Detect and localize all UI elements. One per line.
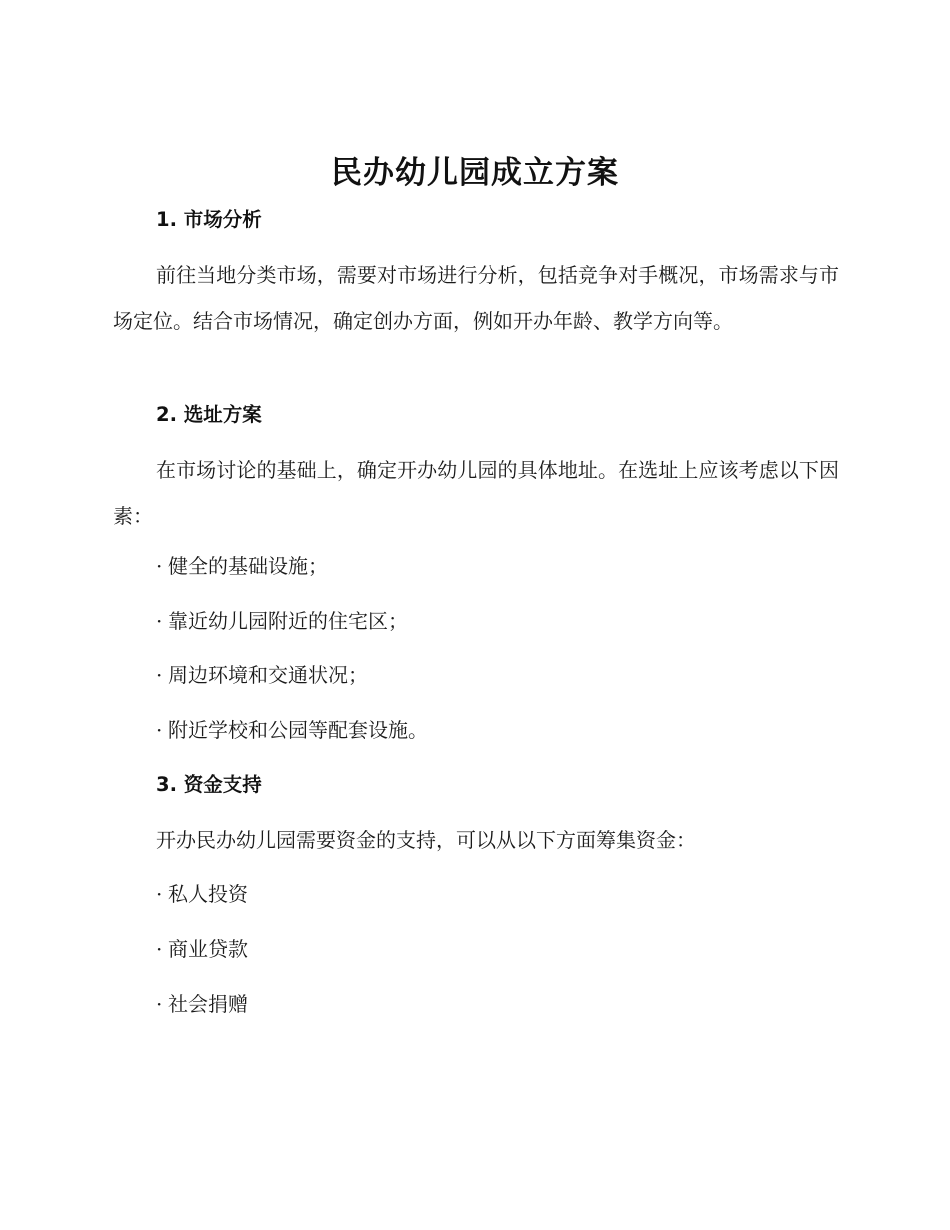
bullet-marker: · [156,663,163,687]
list-item-text: 私人投资 [168,882,248,906]
list-item [156,552,328,580]
section-heading-site-selection: 2. 选址方案 [156,403,262,426]
list-item-text: 社会捐赠 [168,992,248,1016]
list-item-text: 靠近幼儿园附近的住宅区； [168,609,408,633]
bullet-marker: · [156,882,163,906]
list-item-text: 附近学校和公园等配套设施。 [168,718,428,742]
list-item-text: 商业贷款 [168,937,248,961]
bullet-marker: · [156,554,163,578]
bullet-marker: · [156,718,163,742]
list-item [156,990,248,1018]
section-paragraph-funding: 开办民办幼儿园需要资金的支持，可以从以下方面筹集资金： [156,828,696,852]
list-item [156,880,248,908]
document-title: 民办幼儿园成立方案 [331,155,619,191]
bullet-marker: · [156,992,163,1016]
bullet-marker: · [156,937,163,961]
list-item-text: 健全的基础设施； [168,554,328,578]
section-paragraph-market-analysis: 前往当地分类市场，需要对市场进行分析，包括竞争对手概况，市场需求与市场定位。结合市场情况，确定创办方面，例如开办年龄、教学方向等。 [113,263,839,333]
bullet-marker: · [156,609,163,633]
section-heading-market-analysis: 1. 市场分析 [156,208,262,231]
list-item [156,716,428,744]
list-item [156,935,248,963]
list-item-text: 周边环境和交通状况； [168,663,368,687]
list-item [156,607,408,635]
section-heading-funding: 3. 资金支持 [156,773,262,796]
section-paragraph-site-selection: 在市场讨论的基础上，确定开办幼儿园的具体地址。在选址上应该考虑以下因素： [113,458,839,528]
list-item [156,661,368,689]
